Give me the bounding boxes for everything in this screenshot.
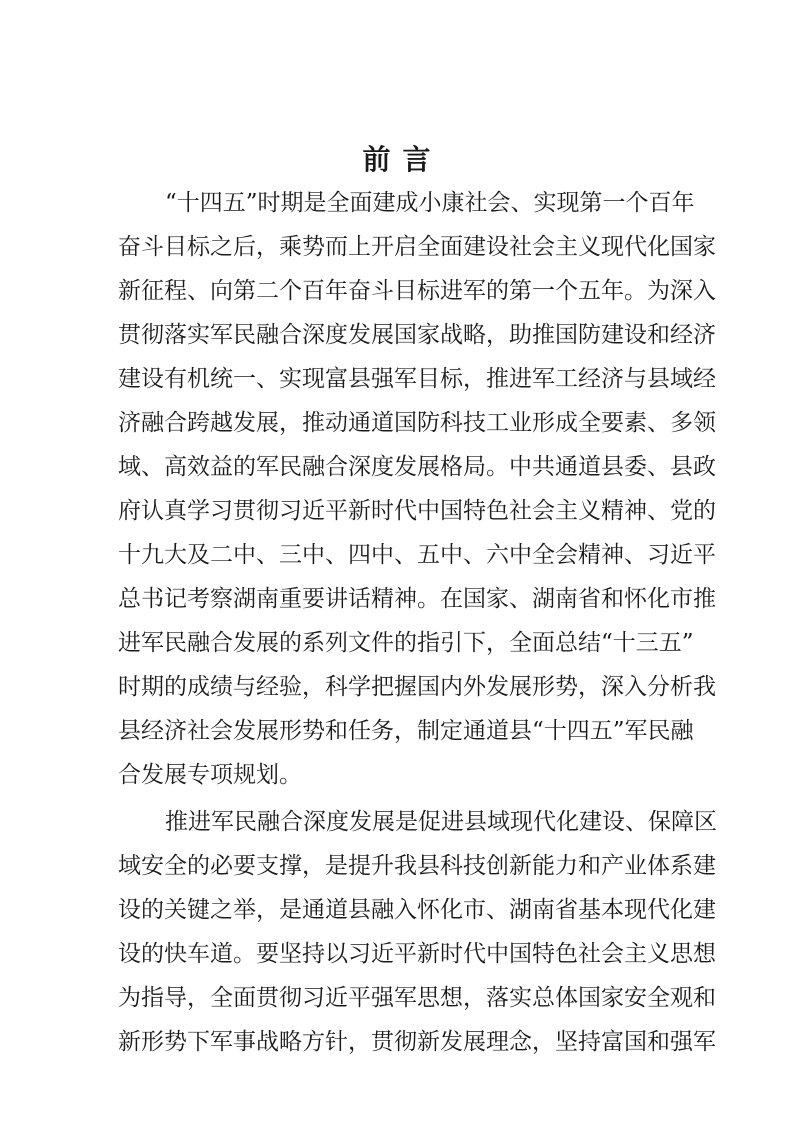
paragraph-1-line-1: “十四五”时期是全面建成小康社会、实现第一个百年	[165, 190, 695, 216]
paragraph-1-line-13: 县经济社会发展形势和任务，制定通道县“十四五”军民融	[118, 718, 694, 744]
paragraph-1-line-8: 府认真学习贯彻习近平新时代中国特色社会主义精神、党的	[118, 498, 716, 524]
paragraph-1-line-6: 济融合跨越发展，推动通道国防科技工业形成全要素、多领	[118, 410, 716, 436]
paragraph-2-line-5: 为指导，全面贯彻习近平强军思想，落实总体国家安全观和	[118, 985, 716, 1011]
paragraph-2-line-6: 新形势下军事战略方针，贯彻新发展理念，坚持富国和强军	[118, 1029, 716, 1055]
paragraph-1-line-14: 合发展专项规划。	[118, 762, 302, 788]
paragraph-1-line-11: 进军民融合发展的系列文件的指引下，全面总结“十三五”	[118, 630, 694, 656]
paragraph-2-line-2: 域安全的必要支撑，是提升我县科技创新能力和产业体系建	[118, 853, 716, 879]
paragraph-1-line-7: 域、高效益的军民融合深度发展格局。中共通道县委、县政	[118, 454, 716, 480]
paragraph-1-line-10: 总书记考察湖南重要讲话精神。在国家、湖南省和怀化市推	[118, 586, 716, 612]
paragraph-1-line-12: 时期的成绩与经验，科学把握国内外发展形势，深入分析我	[118, 674, 716, 700]
paragraph-1-line-3: 新征程、向第二个百年奋斗目标进军的第一个五年。为深入	[118, 278, 716, 304]
paragraph-1-line-4: 贯彻落实军民融合深度发展国家战略，助推国防建设和经济	[118, 322, 716, 348]
paragraph-2-line-3: 设的关键之举，是通道县融入怀化市、湖南省基本现代化建	[118, 897, 716, 923]
paragraph-2-line-4: 设的快车道。要坚持以习近平新时代中国特色社会主义思想	[118, 941, 716, 967]
paragraph-1-line-5: 建设有机统一、实现富县强军目标，推进军工经济与县域经	[118, 366, 716, 392]
page-title: 前言	[362, 143, 443, 176]
paragraph-1-line-2: 奋斗目标之后，乘势而上开启全面建设社会主义现代化国家	[118, 234, 716, 260]
paragraph-2-line-1: 推进军民融合深度发展是促进县域现代化建设、保障区	[165, 809, 717, 835]
paragraph-1-line-9: 十九大及二中、三中、四中、五中、六中全会精神、习近平	[118, 542, 716, 568]
